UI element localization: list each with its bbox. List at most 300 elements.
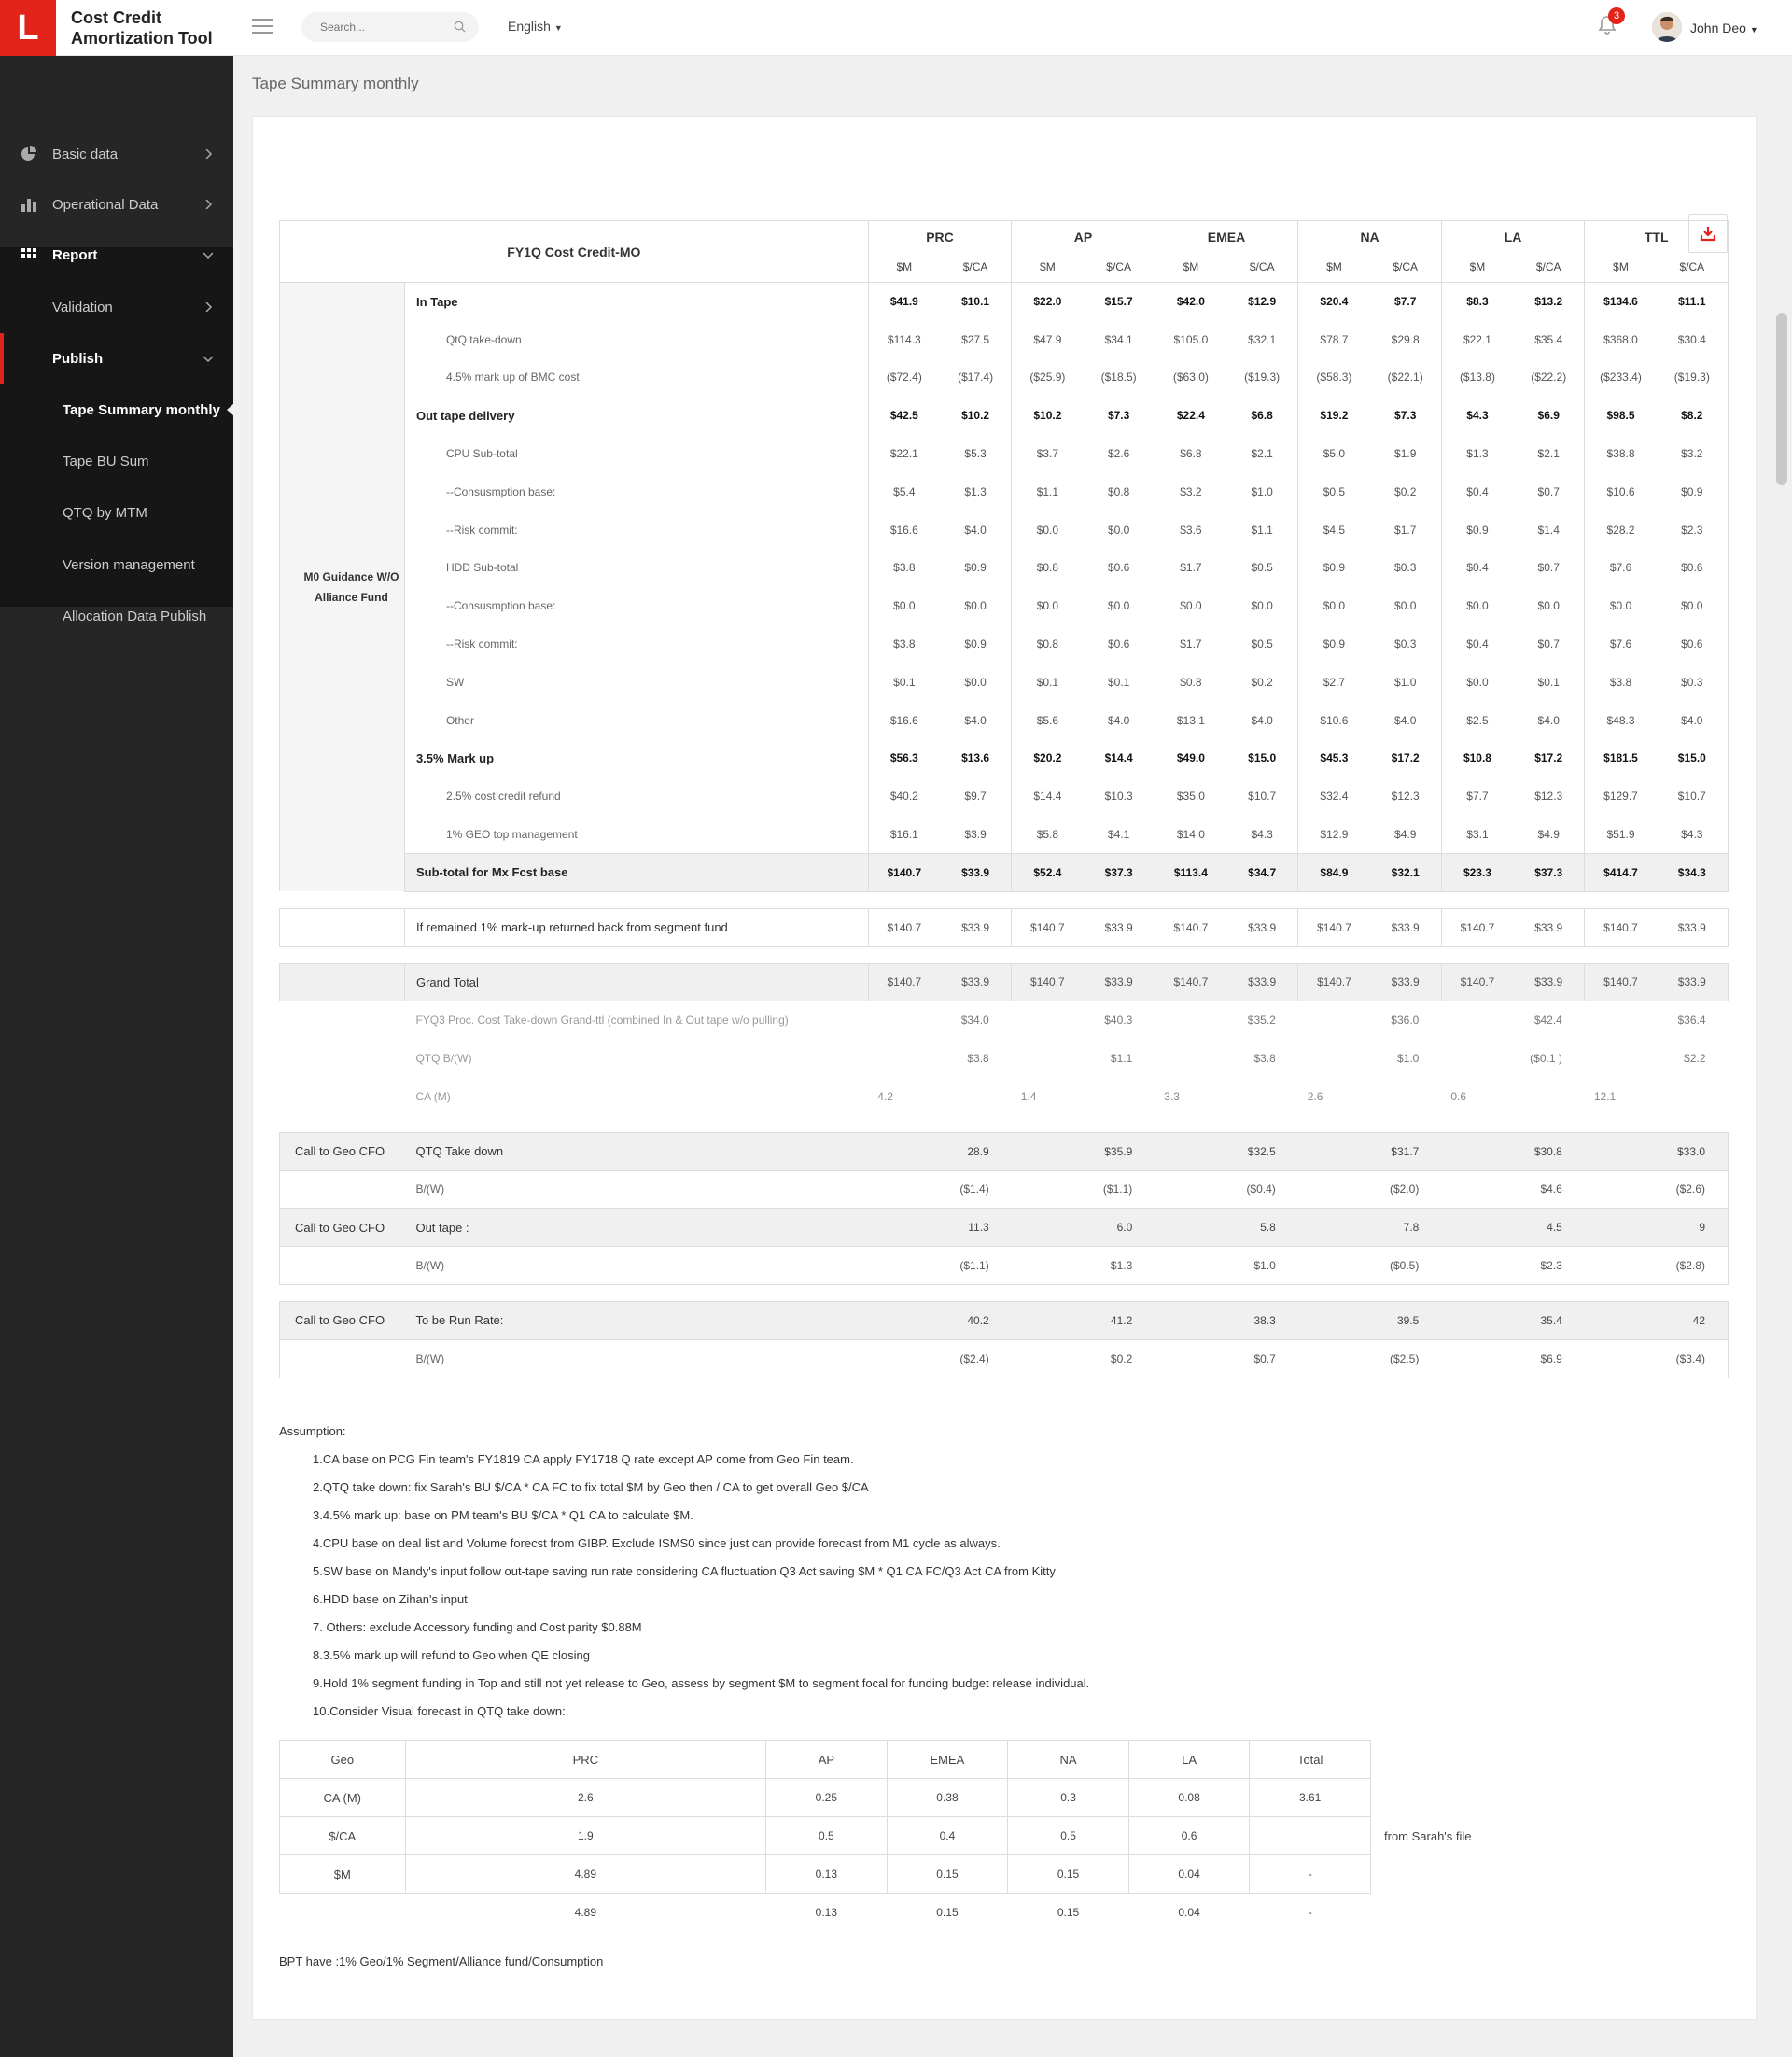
value-cell: ($22.1) [1370, 358, 1442, 397]
value-cell: ($63.0) [1172, 371, 1209, 385]
value-cell: $49.0 [1176, 751, 1205, 765]
forecast-cell: 0.5 [1008, 1817, 1129, 1855]
value-cell: $0.8 [1084, 472, 1155, 511]
region-header: AP [1012, 221, 1155, 253]
row-label: B/(W) [404, 1247, 868, 1285]
value-cell: 5.8 [1155, 1209, 1298, 1247]
cfo-row [280, 1132, 1729, 1170]
value-cell: $35.0 [1176, 790, 1205, 804]
value-cell: $15.0 [1657, 739, 1729, 777]
sidebar-item-tape-summary-monthly[interactable] [0, 385, 233, 435]
value-cell: $0.1 [1036, 675, 1059, 689]
scrollbar[interactable] [1776, 313, 1787, 485]
value-cell: $35.2 [1247, 1014, 1276, 1028]
unit-header: $M [1298, 253, 1370, 283]
sidebar-item-label: Validation [52, 299, 113, 315]
value-cell: ($2.4) [868, 1339, 1012, 1378]
grand-total-row [280, 963, 1729, 1001]
row-label: If remained 1% mark-up returned back from segment fund [404, 908, 868, 946]
value-cell: $3.2 [1657, 435, 1729, 473]
forecast-cell: 0.25 [766, 1779, 888, 1817]
sidebar-item-label: Report [52, 246, 98, 263]
value-cell: 9 [1585, 1209, 1729, 1247]
avatar[interactable] [1652, 12, 1682, 42]
value-cell: $0.0 [1084, 587, 1155, 625]
search-icon[interactable] [454, 21, 466, 33]
value-cell: $3.1 [1466, 827, 1489, 841]
fyq3-row [280, 1001, 1729, 1040]
value-cell: $4.0 [1084, 701, 1155, 739]
table-row [280, 625, 1729, 664]
value-cell: $48.3 [1606, 713, 1635, 727]
assumption-item: 3.4.5% mark up: base on PM team's BU $/CA * Q1 CA to calculate $M. [313, 1508, 693, 1522]
value-cell: $1.7 [1180, 637, 1202, 651]
value-cell: $0.1 [893, 675, 916, 689]
forecast-cell: 0.15 [887, 1855, 1008, 1894]
value-cell: $13.6 [940, 739, 1012, 777]
app-title-line1: Cost Credit [71, 8, 162, 27]
value-cell: $0.8 [1036, 561, 1059, 575]
value-cell: $0.0 [1036, 523, 1059, 537]
value-cell: $6.9 [1513, 397, 1585, 435]
forecast-cell: $M [280, 1855, 406, 1894]
value-cell: $0.6 [1084, 549, 1155, 587]
forecast-header-row [280, 1741, 1371, 1779]
language-label: English [508, 19, 551, 34]
hamburger-menu-icon[interactable] [252, 19, 273, 34]
value-cell: $0.9 [1323, 561, 1346, 575]
value-cell: $33.9 [940, 908, 1012, 946]
notification-badge: 3 [1608, 7, 1625, 24]
value-cell: $0.6 [1657, 549, 1729, 587]
sidebar-item-basic-data[interactable] [0, 129, 233, 179]
value-cell: $0.0 [1609, 599, 1632, 613]
value-cell: $1.1 [1226, 511, 1298, 549]
value-cell: $4.0 [940, 701, 1012, 739]
value-cell: $19.2 [1320, 409, 1349, 423]
sidebar-item-label: Publish [52, 350, 104, 367]
sidebar-item-qtq-by-mtm[interactable] [0, 487, 233, 538]
value-cell: $140.7 [1441, 963, 1513, 1001]
value-cell: $4.6 [1441, 1170, 1585, 1209]
forecast-cell: - [1250, 1894, 1371, 1932]
row-label: Out tape delivery [404, 397, 868, 435]
table-row [280, 777, 1729, 816]
value-cell: $0.6 [1084, 625, 1155, 664]
value-cell: $1.7 [1180, 561, 1202, 575]
user-avatar-icon [1652, 12, 1682, 42]
table-row [280, 701, 1729, 739]
row-label: Other [404, 701, 868, 739]
value-cell: $20.4 [1320, 295, 1349, 309]
value-cell: ($2.6) [1585, 1170, 1729, 1209]
table-row [280, 816, 1729, 854]
value-cell: 3.3 [1164, 1089, 1180, 1103]
value-cell: $33.9 [940, 853, 1012, 891]
value-cell: ($19.3) [1657, 358, 1729, 397]
value-cell: 40.2 [868, 1301, 1012, 1339]
value-cell: $12.3 [1513, 777, 1585, 816]
value-cell: $7.6 [1609, 637, 1632, 651]
value-cell: 28.9 [868, 1132, 1012, 1170]
forecast-cell [1250, 1817, 1371, 1855]
value-cell: $5.4 [893, 484, 916, 498]
value-cell: $7.7 [1466, 790, 1489, 804]
value-cell: $6.8 [1180, 447, 1202, 461]
table-row [280, 587, 1729, 625]
value-cell: $7.3 [1084, 397, 1155, 435]
value-cell: 35.4 [1441, 1301, 1585, 1339]
footer-note: BPT have :1% Geo/1% Segment/Alliance fund/Consumption [279, 1954, 604, 1968]
sidebar-item-label: Tape Summary monthly [63, 401, 220, 418]
value-cell: $0.0 [1657, 587, 1729, 625]
forecast-table [279, 1740, 1371, 1932]
value-cell: $1.0 [1370, 663, 1442, 701]
value-cell: $10.8 [1463, 751, 1491, 765]
value-cell: $0.0 [1513, 587, 1585, 625]
value-cell: $140.7 [1298, 908, 1370, 946]
value-cell: $33.9 [1226, 963, 1298, 1001]
value-cell: $30.8 [1441, 1132, 1585, 1170]
assumption-title: Assumption: [279, 1424, 346, 1438]
value-cell: $0.9 [940, 549, 1012, 587]
chevron-down-icon [203, 250, 213, 259]
chevron-right-icon [203, 200, 213, 209]
value-cell: 42 [1585, 1301, 1729, 1339]
value-cell: $181.5 [1603, 751, 1638, 765]
chevron-down-icon [203, 354, 213, 363]
sidebar-item-label: Basic data [52, 146, 119, 162]
app-title [71, 7, 213, 49]
forecast-header: PRC [405, 1741, 766, 1779]
unit-header: $M [1441, 253, 1513, 283]
value-cell: $1.3 [940, 472, 1012, 511]
breadcrumb: Tape Summary monthly [252, 75, 419, 92]
value-cell: $0.4 [1466, 484, 1489, 498]
value-cell: $0.0 [1323, 599, 1346, 613]
forecast-cell: 1.9 [405, 1817, 766, 1855]
forecast-header: Total [1250, 1741, 1371, 1779]
value-cell: $10.3 [1084, 777, 1155, 816]
value-cell: 7.8 [1298, 1209, 1442, 1247]
value-cell: $16.6 [889, 523, 918, 537]
value-cell: $0.7 [1155, 1339, 1298, 1378]
value-cell: $1.3 [1466, 447, 1489, 461]
forecast-cell: 0.3 [1008, 1779, 1129, 1817]
value-cell: $13.1 [1176, 713, 1205, 727]
value-cell: $78.7 [1320, 332, 1349, 346]
value-cell: ($17.4) [940, 358, 1012, 397]
value-cell: $4.0 [1226, 701, 1298, 739]
value-cell: $4.1 [1084, 816, 1155, 854]
value-cell: $33.9 [1513, 963, 1585, 1001]
value-cell: $1.1 [1036, 484, 1059, 498]
forecast-header: AP [766, 1741, 888, 1779]
row-label: FYQ3 Proc. Cost Take-down Grand-ttl (combined In & Out tape w/o pulling) [415, 1014, 789, 1028]
cfo-row [280, 1209, 1729, 1247]
value-cell: $0.7 [1513, 472, 1585, 511]
unit-header: $/CA [1657, 253, 1729, 283]
forecast-cell: 0.04 [1128, 1894, 1250, 1932]
value-cell: $368.0 [1603, 332, 1638, 346]
value-cell: $38.8 [1606, 447, 1635, 461]
value-cell: $56.3 [889, 751, 918, 765]
value-cell: $5.8 [1036, 827, 1059, 841]
value-cell: $33.9 [1370, 963, 1442, 1001]
value-cell: 11.3 [868, 1209, 1012, 1247]
unit-header: $/CA [1370, 253, 1442, 283]
value-cell: $3.8 [893, 637, 916, 651]
value-cell: $9.7 [940, 777, 1012, 816]
value-cell: $0.3 [1370, 549, 1442, 587]
forecast-header: EMEA [887, 1741, 1008, 1779]
value-cell: $22.1 [1463, 332, 1491, 346]
row-label: 2.5% cost credit refund [404, 777, 868, 816]
forecast-cell: 0.15 [887, 1894, 1008, 1932]
blank-cell [280, 1001, 405, 1040]
cfo-label: Call to Geo CFO [280, 1301, 405, 1339]
forecast-cell: 4.89 [405, 1855, 766, 1894]
value-cell: ($2.8) [1585, 1247, 1729, 1285]
value-cell: $4.9 [1513, 816, 1585, 854]
unit-header: $/CA [940, 253, 1012, 283]
value-cell: $0.8 [1036, 637, 1059, 651]
forecast-cell: 0.15 [1008, 1855, 1129, 1894]
table-row [280, 663, 1729, 701]
value-cell: $1.0 [1155, 1247, 1298, 1285]
table-row [280, 472, 1729, 511]
sidebar-item-label: QTQ by MTM [63, 504, 147, 521]
top-bar [0, 0, 1792, 56]
value-cell: $6.8 [1226, 397, 1298, 435]
value-cell: $0.0 [940, 587, 1012, 625]
value-cell: $14.0 [1176, 827, 1205, 841]
value-cell: ($22.2) [1513, 358, 1585, 397]
forecast-cell: 0.13 [766, 1894, 888, 1932]
value-cell: $40.3 [1104, 1014, 1133, 1028]
value-cell: $2.3 [1657, 511, 1729, 549]
row-label: 3.5% Mark up [404, 739, 868, 777]
value-cell: $37.3 [1513, 853, 1585, 891]
forecast-row [280, 1779, 1371, 1817]
value-cell: $3.8 [893, 561, 916, 575]
value-cell: 0.6 [1450, 1089, 1467, 1103]
blank-cell [280, 908, 405, 946]
value-cell: $1.7 [1370, 511, 1442, 549]
region-header: LA [1441, 221, 1585, 253]
value-cell: $7.3 [1370, 397, 1442, 435]
qtq-bw-row [280, 1040, 1729, 1078]
spacer [280, 891, 1729, 908]
value-cell: $0.9 [1657, 472, 1729, 511]
sidebar-item-tape-bu-sum[interactable] [0, 436, 233, 486]
table-title: FY1Q Cost Credit-MO [280, 221, 869, 283]
value-cell: ($19.3) [1226, 358, 1298, 397]
value-cell: $33.9 [1513, 908, 1585, 946]
value-cell: $0.7 [1513, 549, 1585, 587]
value-cell: ($0.1 ) [1530, 1052, 1562, 1066]
value-cell: $0.0 [1466, 599, 1489, 613]
value-cell: $14.4 [1033, 790, 1062, 804]
blank-cell [280, 1247, 405, 1285]
row-label: HDD Sub-total [404, 549, 868, 587]
value-cell: $0.2 [1012, 1339, 1155, 1378]
value-cell: $4.0 [1513, 701, 1585, 739]
sidebar-item-operational-data[interactable] [0, 179, 233, 230]
value-cell: 38.3 [1155, 1301, 1298, 1339]
forecast-cell: 2.6 [405, 1779, 766, 1817]
value-cell: $0.3 [1657, 663, 1729, 701]
value-cell: $11.1 [1657, 283, 1729, 321]
user-menu[interactable] [1690, 21, 1758, 35]
value-cell: 4.5 [1441, 1209, 1585, 1247]
value-cell: $105.0 [1173, 332, 1209, 346]
row-label: 4.5% mark up of BMC cost [404, 358, 868, 397]
assumption-item: 4.CPU base on deal list and Volume forecst from GIBP. Exclude ISMS0 since just can provide forecast from M1 cycle as always. [313, 1536, 1001, 1550]
forecast-header: NA [1008, 1741, 1129, 1779]
spacer-row [280, 891, 1729, 908]
pie-chart-icon [21, 146, 37, 162]
sidebar-item-validation[interactable] [0, 282, 233, 332]
value-cell: $414.7 [1585, 853, 1657, 891]
value-cell: $0.4 [1466, 561, 1489, 575]
value-cell: $4.3 [1466, 409, 1489, 423]
value-cell: $3.9 [940, 816, 1012, 854]
value-cell: $15.7 [1084, 283, 1155, 321]
bw-row [280, 1170, 1729, 1209]
sidebar-item-publish[interactable] [0, 333, 233, 384]
forecast-cell: 4.89 [405, 1894, 766, 1932]
value-cell: $16.1 [889, 827, 918, 841]
sidebar-item-label: Tape BU Sum [63, 453, 149, 469]
blank-cell [280, 963, 405, 1001]
value-cell: $35.4 [1513, 320, 1585, 358]
value-cell: $140.7 [1298, 963, 1370, 1001]
value-cell: $1.1 [1110, 1052, 1133, 1066]
value-cell: $42.4 [1533, 1014, 1562, 1028]
row-label: QTQ B/(W) [415, 1052, 472, 1066]
value-cell: $140.7 [1155, 908, 1226, 946]
value-cell: $98.5 [1606, 409, 1635, 423]
assumption-item: 2.QTQ take down: fix Sarah's BU $/CA * CA FC to fix total $M by Geo then / CA to get overall Geo $/CA [313, 1480, 869, 1494]
region-header: NA [1298, 221, 1442, 253]
row-label: SW [404, 663, 868, 701]
sidebar-item-version-management[interactable] [0, 539, 233, 590]
value-cell: $33.9 [1657, 963, 1729, 1001]
row-label: To be Run Rate: [404, 1301, 868, 1339]
assumption-item: 10.Consider Visual forecast in QTQ take down: [313, 1704, 566, 1718]
region-header: EMEA [1155, 221, 1298, 253]
value-cell: $140.7 [868, 963, 940, 1001]
value-cell: 4.2 [877, 1089, 893, 1103]
search-input[interactable] [301, 12, 441, 42]
value-cell: $7.7 [1370, 283, 1442, 321]
forecast-cell: 0.38 [887, 1779, 1008, 1817]
language-selector[interactable] [508, 19, 563, 34]
table-header-row [280, 221, 1729, 253]
value-cell: $33.9 [1657, 908, 1729, 946]
ca-row [280, 1077, 1729, 1115]
forecast-cell: 0.04 [1128, 1855, 1250, 1894]
sidebar-item-report[interactable] [0, 230, 233, 280]
value-cell: ($13.8) [1459, 371, 1495, 385]
value-cell: $1.4 [1513, 511, 1585, 549]
value-cell: $140.7 [1155, 963, 1226, 1001]
value-cell: $10.6 [1320, 713, 1349, 727]
value-cell: $5.0 [1323, 447, 1346, 461]
spacer [280, 1115, 1729, 1132]
value-cell: $32.4 [1320, 790, 1349, 804]
value-cell: $114.3 [887, 332, 921, 346]
sidebar-item-label: Allocation Data Publish [63, 608, 207, 624]
subtotal-row [280, 853, 1729, 891]
value-cell: $33.9 [1084, 963, 1155, 1001]
blank-cell [280, 1077, 405, 1115]
forecast-cell: 0.5 [766, 1817, 888, 1855]
value-cell: $31.7 [1298, 1132, 1442, 1170]
unit-header: $/CA [1226, 253, 1298, 283]
value-cell: $10.1 [940, 283, 1012, 321]
table-row [280, 549, 1729, 587]
sidebar-item-allocation-data-publish[interactable] [0, 591, 233, 641]
value-cell: $0.0 [1226, 587, 1298, 625]
assumption-item: 8.3.5% mark up will refund to Geo when QE closing [313, 1648, 590, 1662]
value-cell: ($0.5) [1298, 1247, 1442, 1285]
value-cell: $30.4 [1657, 320, 1729, 358]
value-cell: $0.0 [1036, 599, 1059, 613]
assumption-item: 1.CA base on PCG Fin team's FY1819 CA apply FY1718 Q rate except AP come from Geo Fin team. [313, 1452, 854, 1466]
value-cell: $33.9 [940, 963, 1012, 1001]
table-row [280, 358, 1729, 397]
value-cell: $3.6 [1180, 523, 1202, 537]
value-cell: $22.0 [1033, 295, 1062, 309]
value-cell: $34.0 [960, 1014, 989, 1028]
value-cell: $1.3 [1012, 1247, 1155, 1285]
value-cell: $0.0 [940, 663, 1012, 701]
forecast-cell [280, 1894, 406, 1932]
forecast-cell: 0.08 [1128, 1779, 1250, 1817]
value-cell: $45.3 [1320, 751, 1349, 765]
value-cell: $10.7 [1657, 777, 1729, 816]
caret-down-icon: ▼ [1749, 25, 1758, 35]
forecast-header: Geo [280, 1741, 406, 1779]
row-label: B/(W) [404, 1170, 868, 1209]
region-header: PRC [868, 221, 1012, 253]
forecast-cell: CA (M) [280, 1779, 406, 1817]
value-cell: $0.2 [1370, 472, 1442, 511]
value-cell: $37.3 [1084, 853, 1155, 891]
value-cell: $22.4 [1176, 409, 1205, 423]
value-cell: 39.5 [1298, 1301, 1442, 1339]
value-cell: ($233.4) [1600, 371, 1642, 385]
app-logo[interactable]: L [0, 0, 56, 56]
cfo-row [280, 1301, 1729, 1339]
value-cell: $0.0 [1084, 511, 1155, 549]
value-cell: $10.2 [1033, 409, 1062, 423]
row-label: Out tape : [404, 1209, 868, 1247]
blank-cell [280, 1040, 405, 1078]
value-cell: $2.1 [1226, 435, 1298, 473]
spacer [280, 1284, 1729, 1301]
value-cell: $129.7 [1603, 790, 1638, 804]
value-cell: $22.1 [889, 447, 918, 461]
row-label: CPU Sub-total [404, 435, 868, 473]
sidebar [0, 56, 233, 2057]
value-cell: $0.9 [940, 625, 1012, 664]
unit-header: $/CA [1084, 253, 1155, 283]
value-cell: ($1.1) [1012, 1170, 1155, 1209]
chevron-right-icon [203, 149, 213, 159]
